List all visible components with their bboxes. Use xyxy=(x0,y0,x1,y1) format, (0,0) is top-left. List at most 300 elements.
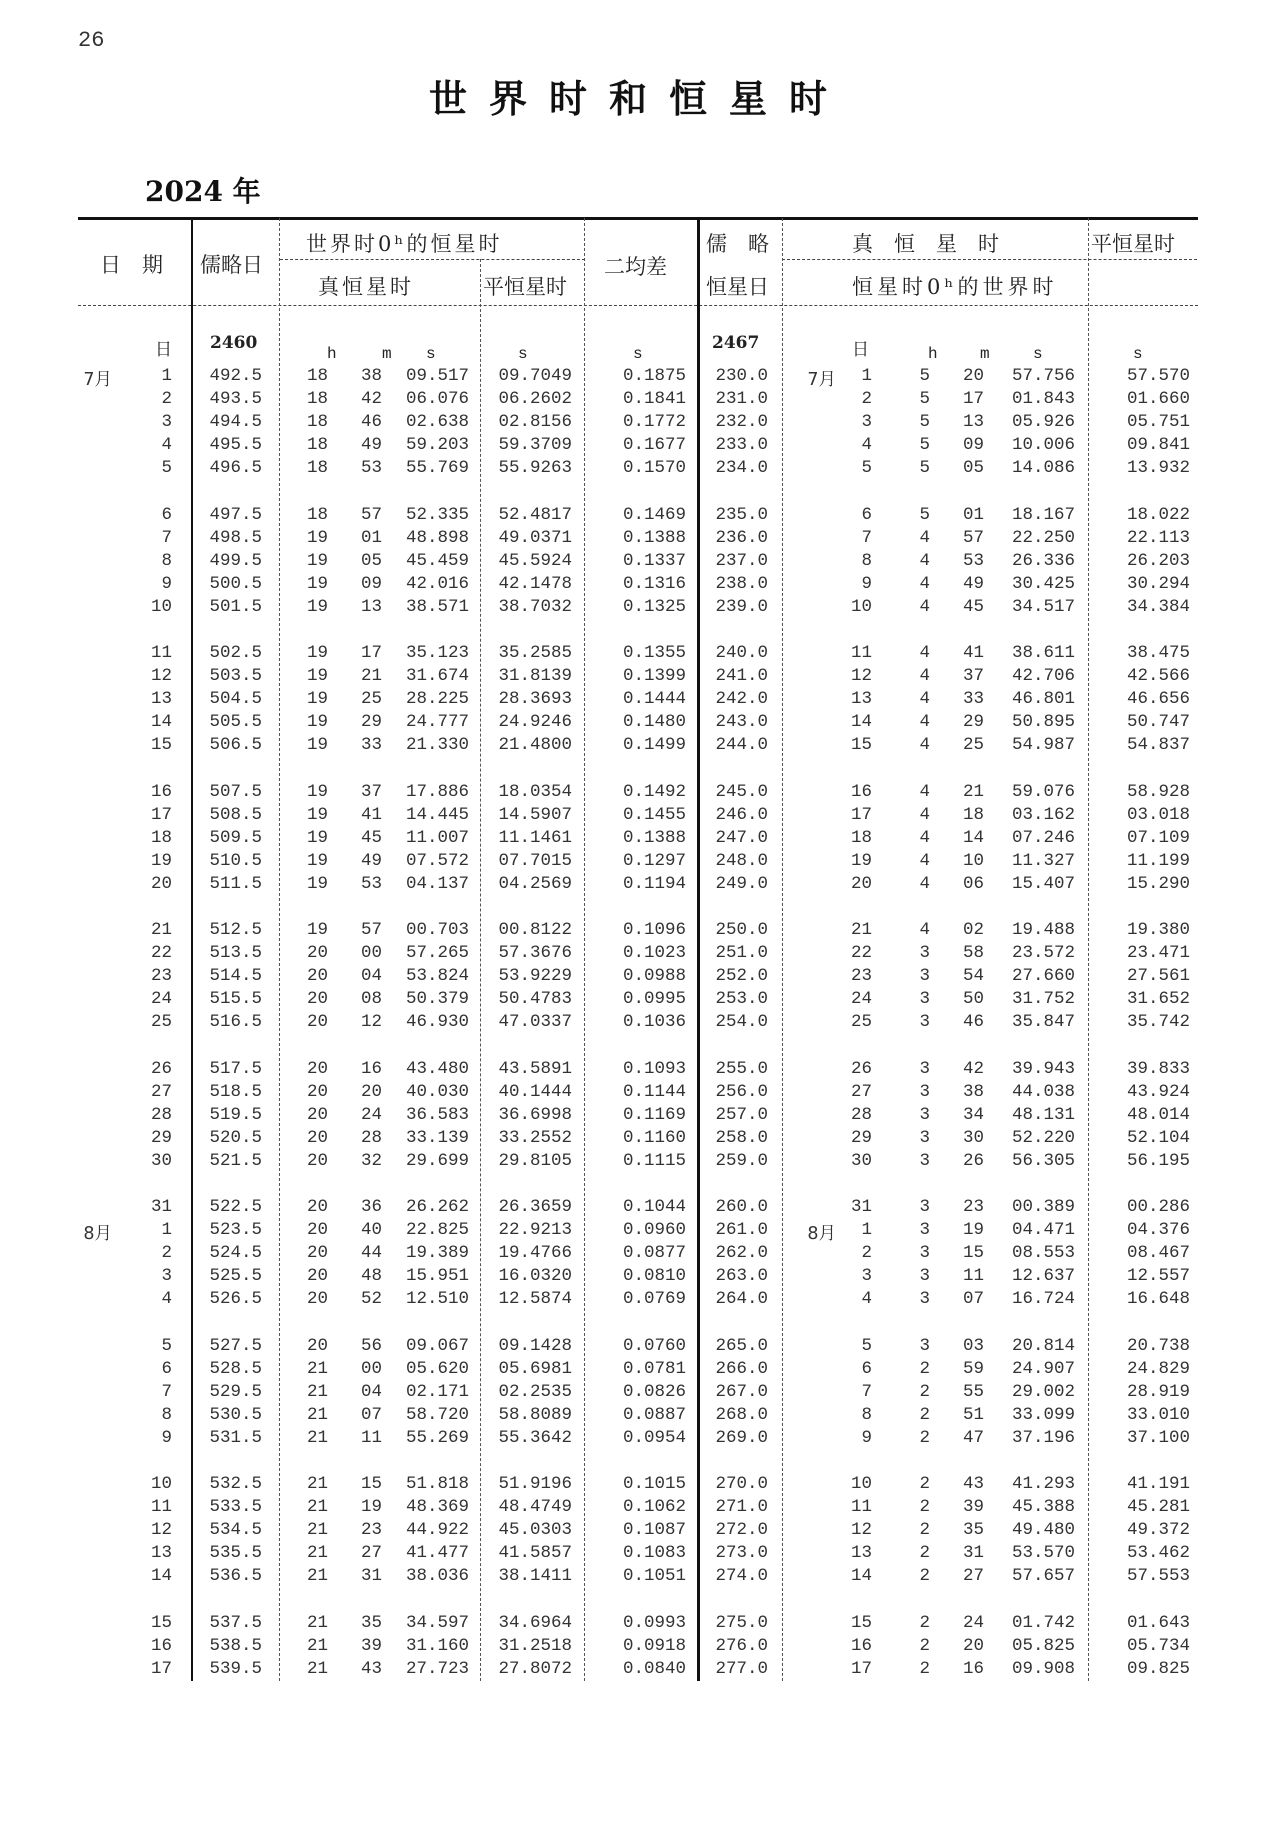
cell-st-second: 05.620 xyxy=(405,1358,469,1379)
cell-mean-ut-second: 20.738 xyxy=(1126,1335,1190,1356)
cell-day-right: 17 xyxy=(850,804,872,825)
cell-ut-second: 05.825 xyxy=(1011,1635,1075,1656)
cell-equation: 0.0877 xyxy=(622,1243,686,1264)
cell-ut-minute: 29 xyxy=(962,712,984,733)
cell-ut-hour: 4 xyxy=(919,689,930,710)
cell-equation: 0.1399 xyxy=(622,666,686,687)
cell-ut-hour: 4 xyxy=(919,735,930,756)
cell-sidereal-day: 245.0 xyxy=(715,781,768,802)
cell-ut-minute: 13 xyxy=(962,412,984,433)
cell-st-second: 59.203 xyxy=(405,435,469,456)
cell-day-right: 18 xyxy=(850,827,872,848)
cell-ut-second: 50.895 xyxy=(1011,712,1075,733)
table-row xyxy=(0,1428,1278,1451)
cell-st-hour: 20 xyxy=(306,1289,328,1310)
cell-equation: 0.1455 xyxy=(622,804,686,825)
cell-st-hour: 18 xyxy=(306,504,328,525)
cell-day-right: 22 xyxy=(850,943,872,964)
cell-st-minute: 38 xyxy=(360,366,382,386)
cell-mean-ut-second: 30.294 xyxy=(1126,573,1190,594)
page-title: 世界时和恒星时 xyxy=(428,76,849,121)
cell-sidereal-day: 239.0 xyxy=(715,596,768,617)
unit-s-right: s xyxy=(1033,345,1043,363)
cell-jd: 502.5 xyxy=(209,643,262,663)
cell-ut-hour: 5 xyxy=(919,504,930,525)
unit-s-mean-right: s xyxy=(1133,345,1143,363)
cell-ut-minute: 15 xyxy=(962,1243,984,1264)
cell-jd: 515.5 xyxy=(209,989,262,1010)
cell-ut-minute: 41 xyxy=(962,643,984,663)
cell-st-minute: 24 xyxy=(360,1104,382,1125)
cell-sidereal-day: 248.0 xyxy=(715,850,768,871)
table-row xyxy=(0,989,1278,1012)
table-row xyxy=(0,574,1278,597)
cell-sidereal-day: 255.0 xyxy=(715,1058,768,1079)
cell-sidereal-day: 264.0 xyxy=(715,1289,768,1310)
cell-ut-hour: 3 xyxy=(919,1289,930,1310)
cell-mean-ut-second: 08.467 xyxy=(1126,1243,1190,1264)
cell-ut-minute: 45 xyxy=(962,596,984,617)
cell-mean-st-second: 21.4800 xyxy=(498,735,572,756)
cell-day-right: 2 xyxy=(861,1243,872,1264)
cell-mean-ut-second: 50.747 xyxy=(1126,712,1190,733)
cell-ut-hour: 4 xyxy=(919,850,930,871)
cell-ut-minute: 11 xyxy=(962,1266,984,1287)
cell-day-right: 9 xyxy=(861,1427,872,1448)
cell-mean-st-second: 38.7032 xyxy=(498,596,572,617)
cell-jd: 505.5 xyxy=(209,712,262,733)
cell-st-second: 43.480 xyxy=(405,1058,469,1079)
cell-st-hour: 21 xyxy=(306,1358,328,1379)
cell-st-minute: 05 xyxy=(360,550,382,571)
cell-jd: 530.5 xyxy=(209,1404,262,1425)
cell-mean-st-second: 33.2552 xyxy=(498,1127,572,1148)
cell-mean-st-second: 28.3693 xyxy=(498,689,572,710)
label-sd-prefix: 2467 xyxy=(712,333,760,353)
cell-ut-second: 39.943 xyxy=(1011,1058,1075,1079)
cell-mean-st-second: 19.4766 xyxy=(498,1243,572,1264)
cell-sidereal-day: 256.0 xyxy=(715,1081,768,1102)
cell-mean-ut-second: 43.924 xyxy=(1126,1081,1190,1102)
cell-ut-second: 38.611 xyxy=(1011,643,1075,663)
cell-sidereal-day: 277.0 xyxy=(715,1658,768,1679)
cell-st-second: 19.389 xyxy=(405,1243,469,1264)
cell-st-second: 29.699 xyxy=(405,1150,469,1171)
table-row xyxy=(0,666,1278,689)
cell-st-second: 28.225 xyxy=(405,689,469,710)
cell-st-second: 24.777 xyxy=(405,712,469,733)
cell-ut-minute: 38 xyxy=(962,1081,984,1102)
table-row xyxy=(0,458,1278,481)
cell-ut-second: 56.305 xyxy=(1011,1150,1075,1171)
cell-st-second: 53.824 xyxy=(405,966,469,987)
cell-ut-second: 01.843 xyxy=(1011,389,1075,410)
cell-day-left: 9 xyxy=(161,1427,172,1448)
cell-mean-ut-second: 54.837 xyxy=(1126,735,1190,756)
cell-day-left: 27 xyxy=(150,1081,172,1102)
cell-ut-hour: 3 xyxy=(919,1220,930,1241)
cell-day-left: 5 xyxy=(161,458,172,479)
cell-ut-hour: 4 xyxy=(919,920,930,940)
cell-day-right: 12 xyxy=(850,666,872,687)
cell-st-second: 17.886 xyxy=(405,781,469,802)
cell-equation: 0.1444 xyxy=(622,689,686,710)
header-jd: 儒略日 xyxy=(200,253,263,277)
cell-st-hour: 19 xyxy=(306,573,328,594)
cell-day-right: 23 xyxy=(850,966,872,987)
cell-st-second: 27.723 xyxy=(405,1658,469,1679)
cell-mean-st-second: 02.2535 xyxy=(498,1381,572,1402)
cell-day-right: 15 xyxy=(850,1612,872,1633)
label-day-right: 日 xyxy=(852,342,869,361)
cell-st-minute: 09 xyxy=(360,573,382,594)
cell-jd: 508.5 xyxy=(209,804,262,825)
cell-day-left: 20 xyxy=(150,873,172,894)
cell-jd: 526.5 xyxy=(209,1289,262,1310)
cell-equation: 0.1677 xyxy=(622,435,686,456)
cell-sidereal-day: 242.0 xyxy=(715,689,768,710)
cell-equation: 0.1337 xyxy=(622,550,686,571)
cell-st-minute: 04 xyxy=(360,1381,382,1402)
table-row xyxy=(0,1336,1278,1359)
cell-day-left: 2 xyxy=(161,389,172,410)
cell-st-minute: 42 xyxy=(360,389,382,410)
cell-equation: 0.1772 xyxy=(622,412,686,433)
cell-st-minute: 25 xyxy=(360,689,382,710)
cell-st-hour: 20 xyxy=(306,1266,328,1287)
cell-ut-second: 33.099 xyxy=(1011,1404,1075,1425)
cell-mean-st-second: 40.1444 xyxy=(498,1081,572,1102)
cell-mean-st-second: 45.0303 xyxy=(498,1520,572,1541)
cell-ut-second: 00.389 xyxy=(1011,1197,1075,1217)
table-row xyxy=(0,1220,1278,1243)
header-julian: 儒 略 xyxy=(706,232,769,256)
cell-day-right: 24 xyxy=(850,989,872,1010)
cell-mean-st-second: 09.1428 xyxy=(498,1335,572,1356)
cell-day-left: 6 xyxy=(161,504,172,525)
table-row xyxy=(0,366,1278,389)
cell-day-left: 12 xyxy=(150,666,172,687)
cell-jd: 504.5 xyxy=(209,689,262,710)
cell-st-minute: 21 xyxy=(360,666,382,687)
cell-mean-ut-second: 09.825 xyxy=(1126,1658,1190,1679)
cell-ut-minute: 20 xyxy=(962,366,984,386)
cell-st-minute: 57 xyxy=(360,504,382,525)
table-row xyxy=(0,689,1278,712)
cell-mean-ut-second: 24.829 xyxy=(1126,1358,1190,1379)
cell-jd: 501.5 xyxy=(209,596,262,617)
cell-st-second: 38.571 xyxy=(405,596,469,617)
unit-s-left: s xyxy=(426,345,436,363)
unit-m-right: m xyxy=(980,345,990,363)
cell-ut-hour: 5 xyxy=(919,366,930,386)
cell-equation: 0.0954 xyxy=(622,1427,686,1448)
cell-sidereal-day: 238.0 xyxy=(715,573,768,594)
cell-ut-hour: 3 xyxy=(919,989,930,1010)
cell-day-left: 30 xyxy=(150,1150,172,1171)
cell-day-right: 1 xyxy=(861,1220,872,1241)
cell-day-left: 24 xyxy=(150,989,172,1010)
label-day-left: 日 xyxy=(155,342,172,361)
cell-day-right: 1 xyxy=(861,366,872,386)
cell-ut-hour: 3 xyxy=(919,1335,930,1356)
table-row xyxy=(0,505,1278,528)
table-row xyxy=(0,389,1278,412)
cell-ut-second: 54.987 xyxy=(1011,735,1075,756)
cell-ut-hour: 2 xyxy=(919,1658,930,1679)
cell-st-second: 26.262 xyxy=(405,1197,469,1217)
cell-ut-second: 42.706 xyxy=(1011,666,1075,687)
cell-ut-hour: 3 xyxy=(919,1266,930,1287)
cell-equation: 0.1469 xyxy=(622,504,686,525)
cell-st-second: 35.123 xyxy=(405,643,469,663)
header-true-st-right: 真 恒 星 时 xyxy=(852,232,999,256)
cell-sidereal-day: 274.0 xyxy=(715,1566,768,1587)
cell-ut-minute: 23 xyxy=(962,1197,984,1217)
cell-st-second: 09.517 xyxy=(405,366,469,386)
cell-ut-hour: 5 xyxy=(919,458,930,479)
cell-sidereal-day: 236.0 xyxy=(715,527,768,548)
cell-st-second: 40.030 xyxy=(405,1081,469,1102)
cell-jd: 535.5 xyxy=(209,1543,262,1564)
cell-ut-hour: 5 xyxy=(919,389,930,410)
cell-jd: 497.5 xyxy=(209,504,262,525)
cell-equation: 0.1316 xyxy=(622,573,686,594)
cell-jd: 529.5 xyxy=(209,1381,262,1402)
cell-mean-st-second: 52.4817 xyxy=(498,504,572,525)
cell-st-hour: 18 xyxy=(306,412,328,433)
cell-sidereal-day: 237.0 xyxy=(715,550,768,571)
cell-sidereal-day: 230.0 xyxy=(715,366,768,386)
cell-ut-hour: 4 xyxy=(919,550,930,571)
cell-day-left: 1 xyxy=(161,366,172,386)
cell-ut-minute: 33 xyxy=(962,689,984,710)
cell-ut-minute: 16 xyxy=(962,1658,984,1679)
cell-equation: 0.1036 xyxy=(622,1012,686,1033)
cell-mean-ut-second: 05.734 xyxy=(1126,1635,1190,1656)
cell-st-minute: 11 xyxy=(360,1427,382,1448)
page-number: 26 xyxy=(78,28,105,53)
cell-sidereal-day: 244.0 xyxy=(715,735,768,756)
cell-jd: 533.5 xyxy=(209,1497,262,1518)
cell-mean-ut-second: 37.100 xyxy=(1126,1427,1190,1448)
cell-day-left: 6 xyxy=(161,1358,172,1379)
cell-st-second: 48.898 xyxy=(405,527,469,548)
cell-equation: 0.1875 xyxy=(622,366,686,386)
cell-mean-ut-second: 22.113 xyxy=(1126,527,1190,548)
cell-sidereal-day: 268.0 xyxy=(715,1404,768,1425)
cell-mean-st-second: 34.6964 xyxy=(498,1612,572,1633)
cell-mean-ut-second: 16.648 xyxy=(1126,1289,1190,1310)
cell-mean-st-second: 22.9213 xyxy=(498,1220,572,1241)
cell-day-left: 15 xyxy=(150,1612,172,1633)
cell-mean-st-second: 31.8139 xyxy=(498,666,572,687)
cell-mean-ut-second: 52.104 xyxy=(1126,1127,1190,1148)
cell-st-hour: 20 xyxy=(306,1150,328,1171)
table-row xyxy=(0,966,1278,989)
table-row xyxy=(0,1151,1278,1174)
cell-st-second: 48.369 xyxy=(405,1497,469,1518)
cell-mean-ut-second: 33.010 xyxy=(1126,1404,1190,1425)
table-row xyxy=(0,1243,1278,1266)
cell-jd: 523.5 xyxy=(209,1220,262,1241)
cell-ut-second: 23.572 xyxy=(1011,943,1075,964)
cell-mean-ut-second: 28.919 xyxy=(1126,1381,1190,1402)
cell-ut-minute: 03 xyxy=(962,1335,984,1356)
cell-ut-minute: 06 xyxy=(962,873,984,894)
cell-st-minute: 46 xyxy=(360,412,382,433)
cell-equation: 0.0810 xyxy=(622,1266,686,1287)
cell-mean-ut-second: 34.384 xyxy=(1126,596,1190,617)
cell-mean-st-second: 29.8105 xyxy=(498,1150,572,1171)
cell-ut-hour: 3 xyxy=(919,1058,930,1079)
cell-sidereal-day: 275.0 xyxy=(715,1612,768,1633)
cell-mean-ut-second: 11.199 xyxy=(1126,850,1190,871)
cell-ut-minute: 14 xyxy=(962,827,984,848)
cell-day-right: 10 xyxy=(850,1474,872,1494)
cell-ut-second: 18.167 xyxy=(1011,504,1075,525)
cell-ut-hour: 3 xyxy=(919,1243,930,1264)
cell-jd: 539.5 xyxy=(209,1658,262,1679)
cell-day-right: 3 xyxy=(861,1266,872,1287)
cell-sidereal-day: 254.0 xyxy=(715,1012,768,1033)
cell-mean-ut-second: 35.742 xyxy=(1126,1012,1190,1033)
cell-ut-minute: 10 xyxy=(962,850,984,871)
cell-ut-second: 14.086 xyxy=(1011,458,1075,479)
header-mean-st: 平恒星时 xyxy=(483,275,567,299)
cell-month-left: 7月 xyxy=(83,370,112,390)
cell-st-second: 09.067 xyxy=(405,1335,469,1356)
cell-day-right: 13 xyxy=(850,1543,872,1564)
cell-equation: 0.0760 xyxy=(622,1335,686,1356)
cell-st-minute: 00 xyxy=(360,943,382,964)
cell-st-hour: 18 xyxy=(306,366,328,386)
cell-equation: 0.0840 xyxy=(622,1658,686,1679)
cell-sidereal-day: 241.0 xyxy=(715,666,768,687)
cell-day-right: 19 xyxy=(850,850,872,871)
cell-day-right: 5 xyxy=(861,458,872,479)
year-heading: 2024 年 xyxy=(145,175,261,208)
cell-day-right: 9 xyxy=(861,573,872,594)
cell-st-second: 55.769 xyxy=(405,458,469,479)
cell-equation: 0.1388 xyxy=(622,527,686,548)
table-row xyxy=(0,1520,1278,1543)
cell-st-second: 45.459 xyxy=(405,550,469,571)
cell-ut-second: 27.660 xyxy=(1011,966,1075,987)
cell-day-left: 4 xyxy=(161,1289,172,1310)
cell-st-hour: 21 xyxy=(306,1427,328,1448)
cell-day-left: 8 xyxy=(161,1404,172,1425)
cell-st-hour: 19 xyxy=(306,689,328,710)
cell-day-left: 23 xyxy=(150,966,172,987)
cell-ut-second: 12.637 xyxy=(1011,1266,1075,1287)
table-row xyxy=(0,943,1278,966)
cell-st-hour: 19 xyxy=(306,666,328,687)
header-sidereal-day: 恒星日 xyxy=(706,275,769,299)
cell-equation: 0.1087 xyxy=(622,1520,686,1541)
cell-day-left: 17 xyxy=(150,1658,172,1679)
cell-mean-ut-second: 57.570 xyxy=(1126,366,1190,386)
cell-mean-ut-second: 26.203 xyxy=(1126,550,1190,571)
cell-ut-hour: 2 xyxy=(919,1635,930,1656)
cell-st-minute: 37 xyxy=(360,781,382,802)
cell-ut-hour: 2 xyxy=(919,1404,930,1425)
cell-jd: 496.5 xyxy=(209,458,262,479)
cell-jd: 519.5 xyxy=(209,1104,262,1125)
header-date: 日 期 xyxy=(100,253,163,277)
cell-day-right: 21 xyxy=(850,920,872,940)
cell-st-minute: 53 xyxy=(360,873,382,894)
cell-sidereal-day: 240.0 xyxy=(715,643,768,663)
cell-mean-ut-second: 13.932 xyxy=(1126,458,1190,479)
cell-jd: 516.5 xyxy=(209,1012,262,1033)
table-row xyxy=(0,1059,1278,1082)
cell-jd: 524.5 xyxy=(209,1243,262,1264)
table-row xyxy=(0,528,1278,551)
cell-jd: 514.5 xyxy=(209,966,262,987)
cell-equation: 0.0960 xyxy=(622,1220,686,1241)
cell-jd: 498.5 xyxy=(209,527,262,548)
cell-mean-ut-second: 57.553 xyxy=(1126,1566,1190,1587)
cell-day-right: 8 xyxy=(861,550,872,571)
cell-st-minute: 13 xyxy=(360,596,382,617)
cell-jd: 521.5 xyxy=(209,1150,262,1171)
cell-ut-minute: 30 xyxy=(962,1127,984,1148)
cell-day-left: 11 xyxy=(150,1497,172,1518)
cell-ut-hour: 4 xyxy=(919,827,930,848)
table-row xyxy=(0,1197,1278,1220)
table-row xyxy=(0,712,1278,735)
cell-sidereal-day: 247.0 xyxy=(715,827,768,848)
cell-day-right: 16 xyxy=(850,781,872,802)
cell-sidereal-day: 262.0 xyxy=(715,1243,768,1264)
cell-day-right: 20 xyxy=(850,873,872,894)
cell-mean-ut-second: 38.475 xyxy=(1126,643,1190,663)
cell-day-right: 12 xyxy=(850,1520,872,1541)
cell-st-second: 11.007 xyxy=(405,827,469,848)
cell-day-left: 13 xyxy=(150,689,172,710)
cell-sidereal-day: 232.0 xyxy=(715,412,768,433)
cell-ut-hour: 5 xyxy=(919,412,930,433)
cell-st-minute: 15 xyxy=(360,1474,382,1494)
cell-equation: 0.0826 xyxy=(622,1381,686,1402)
cell-ut-hour: 4 xyxy=(919,596,930,617)
cell-ut-second: 30.425 xyxy=(1011,573,1075,594)
cell-day-right: 6 xyxy=(861,504,872,525)
cell-st-hour: 20 xyxy=(306,1243,328,1264)
cell-st-second: 42.016 xyxy=(405,573,469,594)
cell-sidereal-day: 267.0 xyxy=(715,1381,768,1402)
cell-st-minute: 29 xyxy=(360,712,382,733)
cell-mean-ut-second: 01.660 xyxy=(1126,389,1190,410)
cell-ut-second: 05.926 xyxy=(1011,412,1075,433)
cell-st-minute: 36 xyxy=(360,1197,382,1217)
cell-ut-second: 57.756 xyxy=(1011,366,1075,386)
cell-equation: 0.1144 xyxy=(622,1081,686,1102)
cell-ut-minute: 53 xyxy=(962,550,984,571)
cell-st-minute: 49 xyxy=(360,435,382,456)
cell-st-hour: 20 xyxy=(306,966,328,987)
cell-ut-hour: 3 xyxy=(919,1150,930,1171)
cell-mean-ut-second: 05.751 xyxy=(1126,412,1190,433)
cell-month-left: 8月 xyxy=(83,1224,112,1245)
cell-ut-minute: 09 xyxy=(962,435,984,456)
cell-day-left: 22 xyxy=(150,943,172,964)
cell-sidereal-day: 233.0 xyxy=(715,435,768,456)
cell-sidereal-day: 249.0 xyxy=(715,873,768,894)
cell-mean-ut-second: 04.376 xyxy=(1126,1220,1190,1241)
cell-ut-minute: 27 xyxy=(962,1566,984,1587)
